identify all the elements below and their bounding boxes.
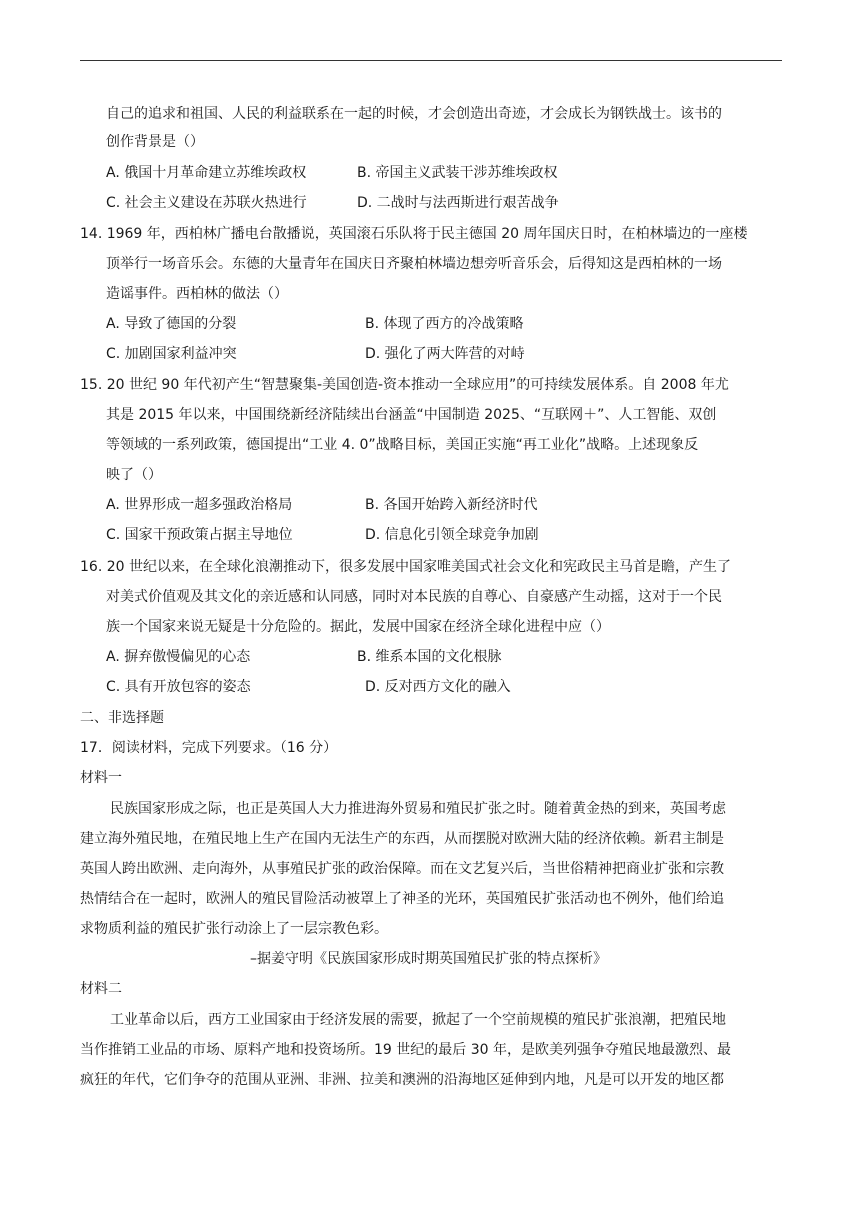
q16-option-d: D. 反对西方文化的融入 — [365, 679, 511, 695]
material-1-label: 材料一 — [80, 770, 122, 786]
q14-option-b: B. 体现了西方的冷战策略 — [365, 316, 524, 332]
material-2-label: 材料二 — [80, 981, 122, 997]
material-2-line: 工业革命以后，西方工业国家由于经济发展的需要，掀起了一个空前规模的殖民扩张浪潮，把殖民地 — [110, 1012, 726, 1028]
q13-stem-line-1: 自己的追求和祖国、人民的利益联系在一起的时候，才会创造出奇迹，才会成长为钢铁战士。该书的 — [106, 106, 722, 122]
q14-stem-line-2: 顶举行一场音乐会。东德的大量青年在国庆日齐聚柏林墙边想旁听音乐会，后得知这是西柏林的一场 — [106, 256, 722, 272]
q15-option-b: B. 各国开始跨入新经济时代 — [365, 497, 538, 513]
q15-stem-line-3: 等领域的一系列政策，德国提出“工业 4. 0”战略目标，美国正实施“再工业化”战略。上述现象反 — [106, 437, 699, 453]
q15-option-c: C. 国家干预政策占据主导地位 — [106, 527, 293, 543]
q15-stem-line-1: 15. 20 世纪 90 年代初产生“智慧聚集-美国创造-资本推动一全球应用”的可持续发展体系。自 2008 年尤 — [80, 377, 729, 393]
q15-option-d: D. 信息化引领全球竞争加剧 — [365, 527, 539, 543]
q14-option-d: D. 强化了两大阵营的对峙 — [365, 346, 525, 362]
q16-option-a: A. 摒弃傲慢偏见的心态 — [106, 649, 251, 665]
q16-stem-line-2: 对美式价值观及其文化的亲近感和认同感，同时对本民族的自尊心、自豪感产生动摇，这对于一个民 — [106, 589, 722, 605]
section-heading-non-choice: 二、非选择题 — [80, 710, 164, 726]
q13-option-b: B. 帝国主义武装干涉苏维埃政权 — [357, 165, 558, 181]
material-1-source: –据姜守明《民族国家形成时期英国殖民扩张的特点探析》 — [250, 951, 607, 967]
q13-stem-line-2: 创作背景是（） — [106, 134, 204, 150]
header-rule — [80, 60, 782, 61]
q16-stem-line-1: 16. 20 世纪以来，在全球化浪潮推动下，很多发展中国家唯美国式社会文化和宪政民主马首是瞻，产生了 — [80, 559, 731, 575]
material-2-line: 疯狂的年代，它们争夺的范围从亚洲、非洲、拉美和澳洲的沿海地区延伸到内地，凡是可以开发的地区都 — [80, 1072, 724, 1088]
q16-option-c: C. 具有开放包容的姿态 — [106, 679, 251, 695]
material-1-line: 英国人跨出欧洲、走向海外，从事殖民扩张的政治保障。而在文艺复兴后，当世俗精神把商业扩张和宗教 — [80, 861, 724, 877]
q16-option-b: B. 维系本国的文化根脉 — [357, 649, 502, 665]
q13-option-d: D. 二战时与法西斯进行艰苦战争 — [357, 195, 559, 211]
material-1-line: 求物质利益的殖民扩张行动涂上了一层宗教色彩。 — [80, 921, 388, 937]
q13-option-a: A. 俄国十月革命建立苏维埃政权 — [106, 165, 307, 181]
q14-stem-line-1: 14. 1969 年，西柏林广播电台散播说，英国滚石乐队将于民主德国 20 周年国庆日时，在柏林墙边的一座楼 — [80, 226, 748, 242]
q13-option-c: C. 社会主义建设在苏联火热进行 — [106, 195, 307, 211]
q14-option-c: C. 加剧国家利益冲突 — [106, 346, 237, 362]
material-1-line: 热情结合在一起时，欧洲人的殖民冒险活动被罩上了神圣的光环，英国殖民扩张活动也不例外，他们给追 — [80, 891, 724, 907]
q17-stem: 17．阅读材料，完成下列要求。（16 分） — [80, 740, 338, 756]
q14-option-a: A. 导致了德国的分裂 — [106, 316, 237, 332]
q16-stem-line-3: 族一个国家来说无疑是十分危险的。据此，发展中国家在经济全球化进程中应（） — [106, 619, 610, 635]
material-2-line: 当作推销工业品的市场、原料产地和投资场所。19 世纪的最后 30 年，是欧美列强争夺殖民地最激烈、最 — [80, 1042, 731, 1058]
material-1-line: 民族国家形成之际，也正是英国人大力推进海外贸易和殖民扩张之时。随着黄金热的到来，英国考虑 — [110, 801, 726, 817]
q14-stem-line-3: 造谣事件。西柏林的做法（） — [106, 286, 288, 302]
q15-stem-line-4: 映了（） — [106, 467, 162, 483]
q15-option-a: A. 世界形成一超多强政治格局 — [106, 497, 293, 513]
material-1-line: 建立海外殖民地，在殖民地上生产在国内无法生产的东西，从而摆脱对欧洲大陆的经济依赖。新君主制是 — [80, 831, 724, 847]
q15-stem-line-2: 其是 2015 年以来，中国围绕新经济陆续出台涵盖“中国制造 2025、“互联网＋”、人工智能、双创 — [106, 407, 717, 423]
